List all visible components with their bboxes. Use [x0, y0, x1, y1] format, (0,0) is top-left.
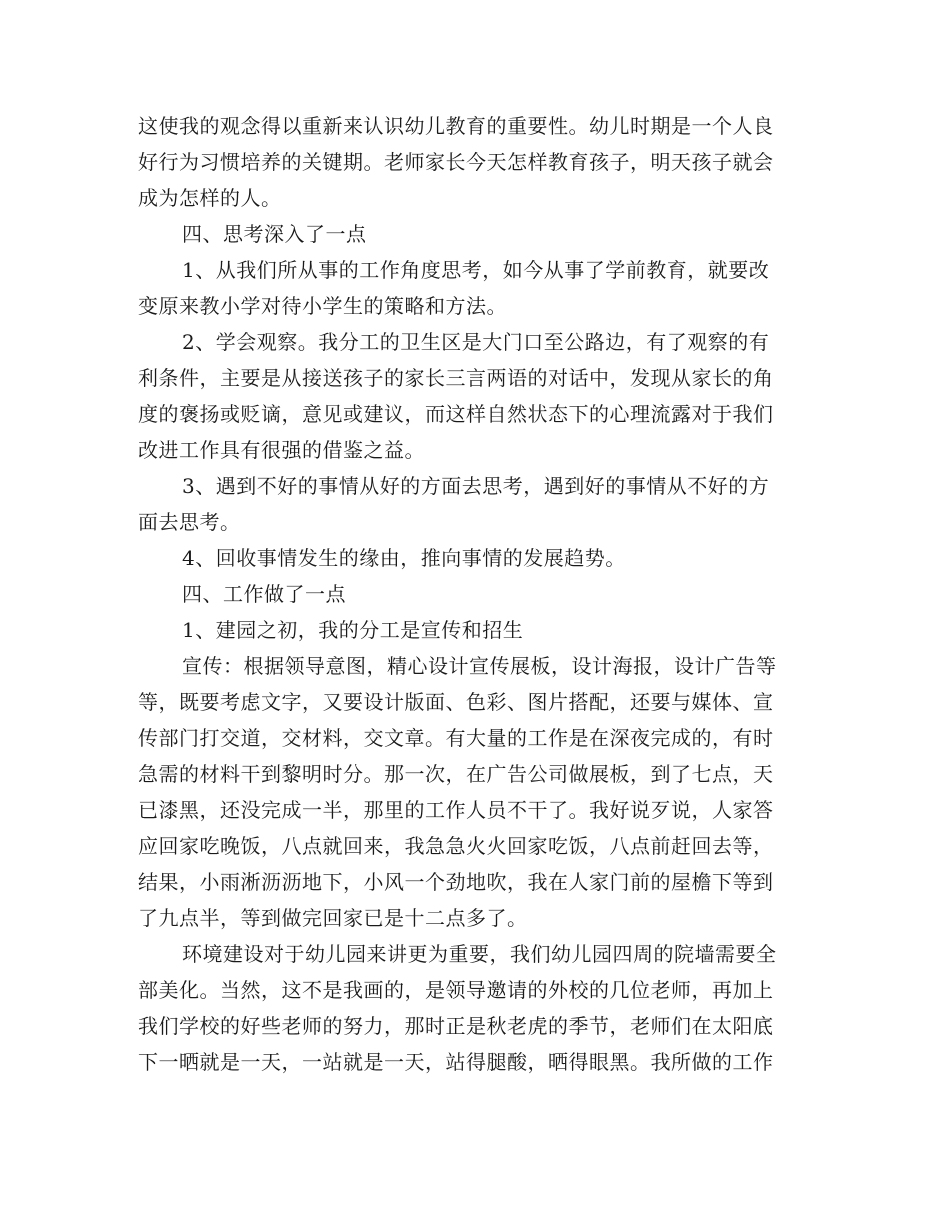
text-line: 急需的材料干到黎明时分。那一次，在广告公司做展板，到了七点，天	[138, 762, 774, 786]
text-line: 下一晒就是一天，一站就是一天，站得腿酸，晒得眼黑。我所做的工作	[138, 1050, 774, 1074]
text-line: 4、回收事情发生的缘由，推向事情的发展趋势。	[182, 546, 626, 570]
text-line: 传部门打交道，交材料，交文章。有大量的工作是在深夜完成的，有时	[138, 726, 774, 750]
text-line: 我们学校的好些老师的努力，那时正是秋老虎的季节，老师们在太阳底	[138, 1014, 774, 1038]
text-line: 这使我的观念得以重新来认识幼儿教育的重要性。幼儿时期是一个人良	[138, 114, 774, 138]
text-line: 已漆黑，还没完成一半，那里的工作人员不干了。我好说歹说，人家答	[138, 798, 774, 822]
text-line: 2、学会观察。我分工的卫生区是大门口至公路边，有了观察的有	[182, 330, 770, 354]
text-line: 四、工作做了一点	[182, 582, 346, 606]
text-line: 面去思考。	[138, 510, 241, 534]
text-line: 1、从我们所从事的工作角度思考，如今从事了学前教育，就要改	[182, 258, 770, 282]
text-line: 四、思考深入了一点	[182, 222, 367, 246]
text-line: 成为怎样的人。	[138, 186, 282, 210]
text-line: 等，既要考虑文字，又要设计版面、色彩、图片搭配，还要与媒体、宣	[138, 690, 774, 714]
text-line: 变原来教小学对待小学生的策略和方法。	[138, 294, 507, 318]
text-line: 环境建设对于幼儿园来讲更为重要，我们幼儿园四周的院墙需要全	[182, 942, 777, 966]
text-line: 改进工作具有很强的借鉴之益。	[138, 438, 425, 462]
text-line: 宣传：根据领导意图，精心设计宣传展板，设计海报，设计广告等	[182, 654, 777, 678]
text-line: 了九点半，等到做完回家已是十二点多了。	[138, 906, 528, 930]
text-line: 应回家吃晚饭，八点就回来，我急急火火回家吃饭，八点前赶回去等，	[138, 834, 774, 858]
text-line: 利条件，主要是从接送孩子的家长三言两语的对话中，发现从家长的角	[138, 366, 774, 390]
text-line: 好行为习惯培养的关键期。老师家长今天怎样教育孩子，明天孩子就会	[138, 150, 774, 174]
text-line: 3、遇到不好的事情从好的方面去思考，遇到好的事情从不好的方	[182, 474, 770, 498]
text-line: 部美化。当然，这不是我画的，是领导邀请的外校的几位老师，再加上	[138, 978, 774, 1002]
text-line: 结果，小雨淅沥沥地下，小风一个劲地吹，我在人家门前的屋檐下等到	[138, 870, 774, 894]
text-line: 1、建园之初，我的分工是宣传和招生	[182, 618, 524, 642]
document-body	[138, 108, 814, 1080]
text-line: 度的褒扬或贬谪，意见或建议，而这样自然状态下的心理流露对于我们	[138, 402, 774, 426]
